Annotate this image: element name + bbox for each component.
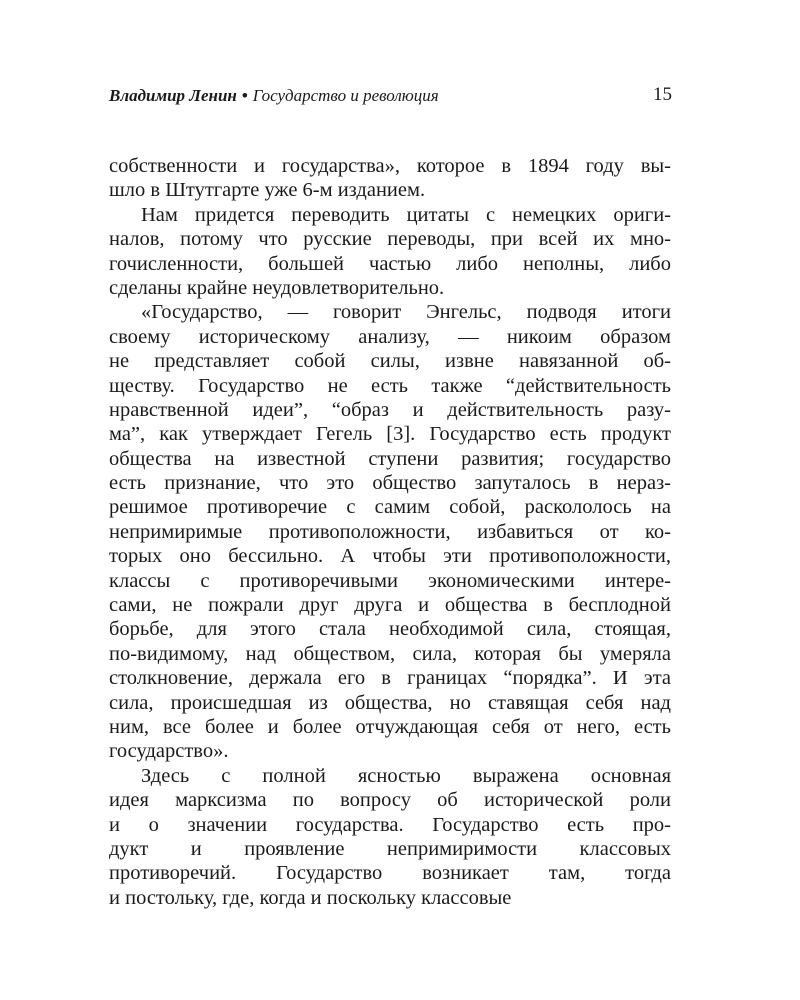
text-line: ма”, как утверждает Гегель [3]. Государство есть продукт — [109, 423, 671, 446]
text-line: не представляет собой силы, извне навязанной об- — [109, 350, 671, 373]
text-line: и постольку, где, когда и поскольку классовые — [109, 886, 512, 909]
text-line: противоречий. Государство возникает там, тогда — [109, 862, 671, 885]
text-line: ществу. Государство не есть также “действительность — [109, 374, 671, 397]
text-line: Нам придется переводить цитаты с немецких ориги- — [141, 203, 671, 226]
text-line: собственности и государства», которое в 1894 году вы- — [109, 155, 671, 177]
text-line: сами, не пожрали друг друга и общества в бесплодной — [109, 594, 671, 617]
text-line: Здесь с полной ясностью выражена основная — [141, 764, 671, 787]
text-line: налов, потому что русские переводы, при всей их мно- — [109, 228, 671, 251]
text-line: непримиримые противоположности, избавиться от ко- — [109, 520, 671, 543]
text-line: сделаны крайне неудовлетворительно. — [109, 276, 445, 299]
text-line: своему историческому анализу, — никоим образом — [109, 325, 671, 348]
text-line: по-видимому, над обществом, сила, которая бы умеряла — [109, 642, 671, 665]
text-line: торых оно бессильно. А чтобы эти противоположности, — [109, 545, 671, 568]
text-line: шло в Штутгарте уже 6-м изданием. — [109, 179, 426, 202]
page-number: 15 — [653, 84, 672, 105]
text-line: решимое противоречие с самим собой, раскололось на — [109, 496, 671, 519]
text-line: «Государство, — говорит Энгельс, подводя итоги — [141, 301, 671, 324]
running-head — [109, 86, 670, 112]
running-head-title: Государство и революция — [252, 86, 439, 105]
text-line: дукт и проявление непримиримости классовых — [109, 837, 671, 860]
text-line: есть признание, что это общество запуталось в нераз- — [109, 472, 671, 495]
text-line: гочисленности, большей частью либо неполны, либо — [109, 252, 671, 275]
text-line: государство». — [109, 740, 229, 763]
text-line: и о значении государства. Государство есть про- — [109, 813, 671, 836]
text-line: общества на известной ступени развития; государство — [109, 447, 671, 470]
text-line: сила, происшедшая из общества, но ставящая себя над — [109, 691, 671, 714]
running-head-separator: • — [241, 86, 248, 105]
text-line: классы с противоречивыми экономическими интере- — [109, 569, 671, 592]
text-line: борьбе, для этого стала необходимой сила, стоящая, — [109, 618, 671, 641]
text-line: ним, все более и более отчуждающая себя от него, есть — [109, 715, 671, 738]
body-text — [109, 154, 671, 910]
text-line: идея марксизма по вопросу об исторической роли — [109, 789, 671, 812]
text-line: нравственной идеи”, “образ и действительность разу- — [109, 398, 671, 421]
running-head-author: Владимир Ленин — [109, 86, 237, 105]
text-line: столкновение, держала его в границах “порядка”. И эта — [109, 667, 671, 690]
